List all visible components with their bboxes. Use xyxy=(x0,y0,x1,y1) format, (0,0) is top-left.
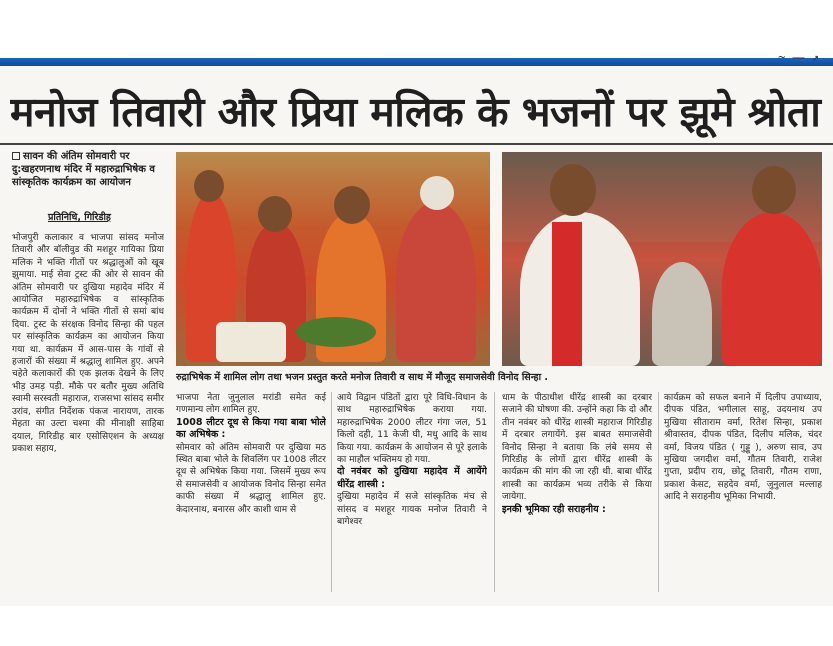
column-4-text: धाम के पीठाधीश धीरेंद्र शास्त्री का दरबार सजाने की घोषणा की. उन्होंने कहा कि दो और तीन नवंबर को धीरेंद्र शास्त्री महाराज गिरिडीह में दरबार लगायेंगे. इस बाबत समाजसेवी विनोद सिन्हा ने बताया कि लंबे समय से गिरिडीह के लोगों द्वारा धीरेंद्र शास्त्री के कार्यक्रम की मांग की जा रही थी. बाबा धीरेंद्र शास्त्री का कार्यक्रम भव्य तरीके से किया जायेगा. xyxy=(502,393,652,503)
article-column-4 xyxy=(502,392,652,598)
column-1-text: भोजपुरी कलाकार व भाजपा सांसद मनोज तिवारी और बॉलीवुड की मशहूर गायिका प्रिया मलिक ने भक्ति गीतों पर श्रद्धालुओं को खूब झुमाया. माई सेवा ट्रस्ट की ओर से सावन की अंतिम सोमवारी पर दुखिया महादेव मंदिर में आयोजित महारुद्राभिषेक व सांस्कृतिक कार्यक्रम में दोनों ने भक्ति गीतों से समां बांध दिया. ट्रस्ट के संरक्षक विनोद सिन्हा की पहल पर सांस्कृतिक कार्यक्रम का आयोजन किया गया था. कार्यक्रम में आस-पास के गांवों से हजारों की संख्या में श्रद्धालु शामिल हुए. अपने चहेते कलाकारों की एक झलक देखने के लिए भीड़ उमड़ पड़ी. मौके पर बतौर मुख्य अतिथि स्वामी सरस्वती महाराज, राजसभा सांसद समीर उरांव, संगीत निर्देशक पंकज नारायण, तारक मेहता का उल्टा चश्मा की मीनाक्षी साहिबा दयाल, गिरिडीह बार एसोसिएशन के अध्यक्ष प्रकाश सहाय, xyxy=(12,233,164,454)
photo-manoj-tiwari-bhajan xyxy=(502,152,822,366)
article-column-3 xyxy=(337,392,487,598)
column-3-text-a: आये विद्वान पंडितों द्वारा पूरे विधि-विधान के साथ महारुद्राभिषेक कराया गया. महारुद्राभिषेक 2000 लीटर गंगा जल, 51 किलो दही, 11 केजी घी, मधु आदि के साथ किया गया. कार्यक्रम के आयोजन से पूरे इलाके का माहौल भक्तिमय हो गया. xyxy=(337,393,487,466)
column-divider xyxy=(494,392,495,592)
article-intro xyxy=(12,150,164,189)
article-headline: मनोज तिवारी और प्रिया मलिक के भजनों पर झूमे श्रोता xyxy=(10,88,821,136)
column-divider xyxy=(331,392,332,592)
subheading-role: इनकी भूमिका रही सराहनीय : xyxy=(502,503,606,515)
subheading-milk-abhishek: 1008 लीटर दूध से किया गया बाबा भोले का अभिषेक : xyxy=(176,416,326,441)
newspaper-header-band xyxy=(0,58,833,66)
article-credit: प्रतिनिधि, गिरिडीह xyxy=(48,212,111,223)
column-2-text-b: सोमवार को अंतिम सोमवारी पर दुखिया मठ स्थित बाबा भोले के शिवलिंग पर 1008 लीटर दूध से अभिषेक किया गया. जिसमें मुख्य रूप से समाजसेवी व आयोजक विनोद सिन्हा समेत काफी संख्या में श्रद्धालु शामिल हुए. केदारनाथ, बनारस और काशी धाम से xyxy=(176,442,326,515)
header-mark: ~ ⎯⎯ ↗ xyxy=(778,50,819,64)
column-3-text-b: दुखिया महादेव में सजे सांस्कृतिक मंच से सांसद व मशहूर गायक मनोज तिवारी ने बागेश्वर xyxy=(337,492,487,528)
column-5-text: कार्यक्रम को सफल बनाने में दिलीप उपाध्याय, दीपक पंडित, भगीलाल साहू, उदयनाथ उप मुखिया सीताराम वर्मा, रितेश सिन्हा, प्रकाश श्रीवास्तव, दीपक पंडित, दिलीप मलिक, चंदर वर्मा, विजय पंडित ( गुड्डू ), अरुण साव, उप मुखिया जगदीश वर्मा, गौतम तिवारी, राजेश गुप्ता, प्रदीप राय, छोटू तिवारी, गौतम राणा, प्रकाश केसट, सहदेव वर्मा, जुनुलाल मल्लाह आदि ने सराहनीय भूमिका निभायी. xyxy=(664,393,822,503)
photo-rudrabhishek xyxy=(176,152,490,366)
article-column-2 xyxy=(176,392,326,598)
photo-caption: रुद्राभिषेक में शामिल लोग तथा भजन प्रस्तुत करते मनोज तिवारी व साथ में मौजूद समाजसेवी विनोद सिन्हा . xyxy=(176,372,548,383)
bullet-square-icon xyxy=(12,152,20,160)
page-top-margin xyxy=(0,0,833,58)
column-divider xyxy=(658,392,659,592)
headline-rule xyxy=(0,143,833,145)
column-2-text-a: भाजपा नेता जुनुलाल मरांडी समेत कई गणमान्य लोग शामिल हुए. xyxy=(176,393,326,416)
article-column-1 xyxy=(12,232,164,598)
subheading-dhirendra-shastri: दो नवंबर को दुखिया महादेव में आयेंगे धीरेंद्र शास्त्री : xyxy=(337,466,487,490)
article-column-5 xyxy=(664,392,822,598)
intro-text: सावन की अंतिम सोमवारी पर दु:खहरणनाथ मंदिर में महारुद्राभिषेक व सांस्कृतिक कार्यक्रम का आयोजन xyxy=(12,151,155,188)
